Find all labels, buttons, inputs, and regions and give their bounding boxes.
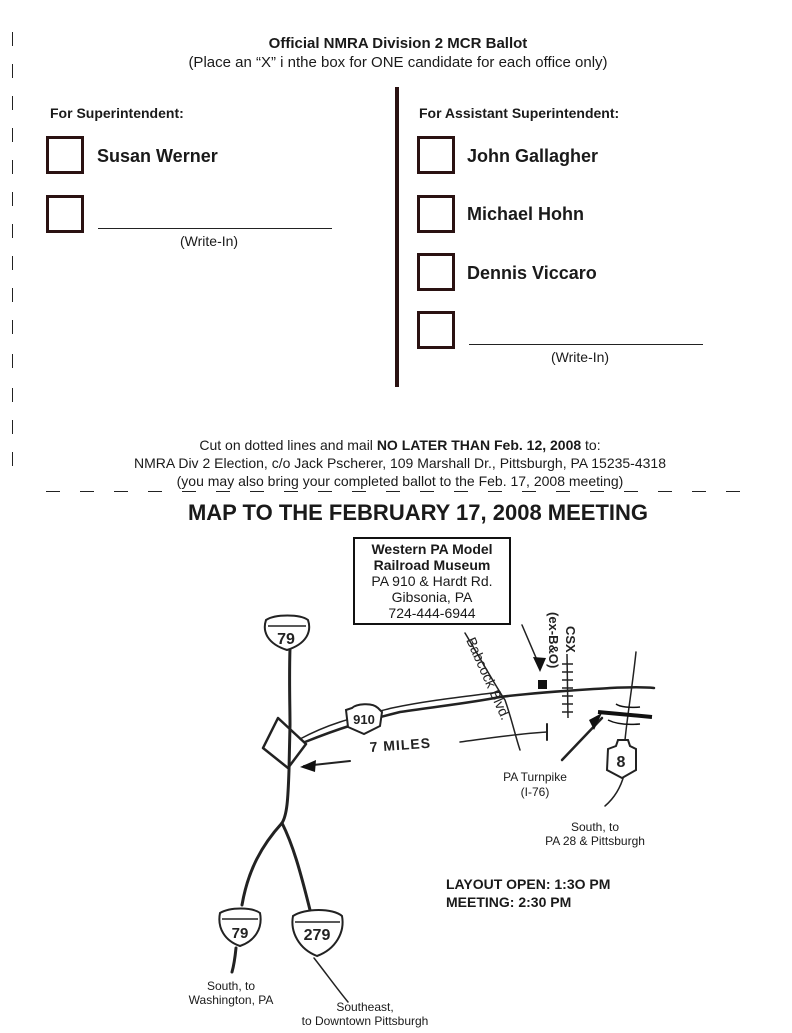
museum-location-marker <box>538 680 547 689</box>
road-i79 <box>282 648 290 823</box>
direction-text: South, to <box>206 979 256 993</box>
turnpike-number: (I-76) <box>520 785 550 799</box>
layout-open-time: LAYOUT OPEN: 1:3O PM <box>446 876 611 892</box>
south-pa28-label <box>520 820 670 848</box>
candidate-name: Dennis Viccaro <box>467 263 597 283</box>
road-i79-south <box>242 823 282 905</box>
museum-phone: 724-444-6944 <box>388 605 476 621</box>
mail-deadline-date: NO LATER THAN Feb. 12, 2008 <box>376 437 582 453</box>
turnpike-label <box>480 770 590 800</box>
candidate-name: Michael Hohn <box>467 204 585 224</box>
museum-name: Western PA Model <box>371 541 493 557</box>
meeting-time: MEETING: 2:30 PM <box>446 894 572 910</box>
write-in-label: (Write-In) <box>180 233 239 249</box>
road-i279 <box>282 823 310 910</box>
south-washington-label <box>170 979 292 1007</box>
meeting-schedule <box>446 875 610 911</box>
direction-text: Southeast, <box>336 1000 394 1014</box>
shield-label: 279 <box>303 927 331 944</box>
road-pa8 <box>625 652 636 740</box>
mail-text: Cut on dotted lines and mail <box>199 437 377 453</box>
candidate-name: John Gallagher <box>467 146 599 166</box>
seven-miles-label: 7 MILES <box>369 734 432 755</box>
direction-text: Washington, PA <box>188 993 274 1007</box>
shield-label: 8 <box>616 754 626 771</box>
candidate-name: Susan Werner <box>97 146 218 166</box>
mail-address: NMRA Div 2 Election, c/o Jack Pscherer, 109 Marshall Dr., Pittsburgh, PA 15235-4318 <box>134 455 666 471</box>
shield-label: 79 <box>277 631 295 648</box>
mail-text: to: <box>581 437 601 453</box>
superintendent-heading: For Superintendent: <box>50 105 184 121</box>
write-in-label: (Write-In) <box>551 349 610 365</box>
turnpike-name: PA Turnpike <box>503 770 567 784</box>
direction-text: South, to <box>570 820 620 834</box>
shield-label: 910 <box>353 712 375 727</box>
direction-text: PA 28 & Pittsburgh <box>545 834 645 848</box>
southeast-pittsburgh-label <box>290 1000 440 1028</box>
babcock-blvd-label: Babcock Blvd. <box>463 634 514 723</box>
shield-label: 79 <box>231 925 249 942</box>
museum-name: Railroad Museum <box>373 557 491 573</box>
map-title: MAP TO THE FEBRUARY 17, 2008 MEETING <box>187 500 649 525</box>
mail-note: (you may also bring your completed ballot to the Feb. 17, 2008 meeting) <box>176 473 624 489</box>
arrow-head <box>533 657 546 672</box>
csx-sub-label: (ex-B&O) <box>546 612 561 669</box>
assistant-superintendent-heading: For Assistant Superintendent: <box>419 105 620 121</box>
museum-address: PA 910 & Hardt Rd. <box>371 573 493 589</box>
arrow-head <box>300 760 316 772</box>
direction-text: to Downtown Pittsburgh <box>301 1014 429 1028</box>
ballot-instructions: (Place an “X” i nthe box for ONE candidate for each office only) <box>188 54 608 71</box>
csx-label: CSX <box>563 626 578 653</box>
museum-city: Gibsonia, PA <box>391 589 473 605</box>
ballot-title: Official NMRA Division 2 MCR Ballot <box>268 35 528 52</box>
